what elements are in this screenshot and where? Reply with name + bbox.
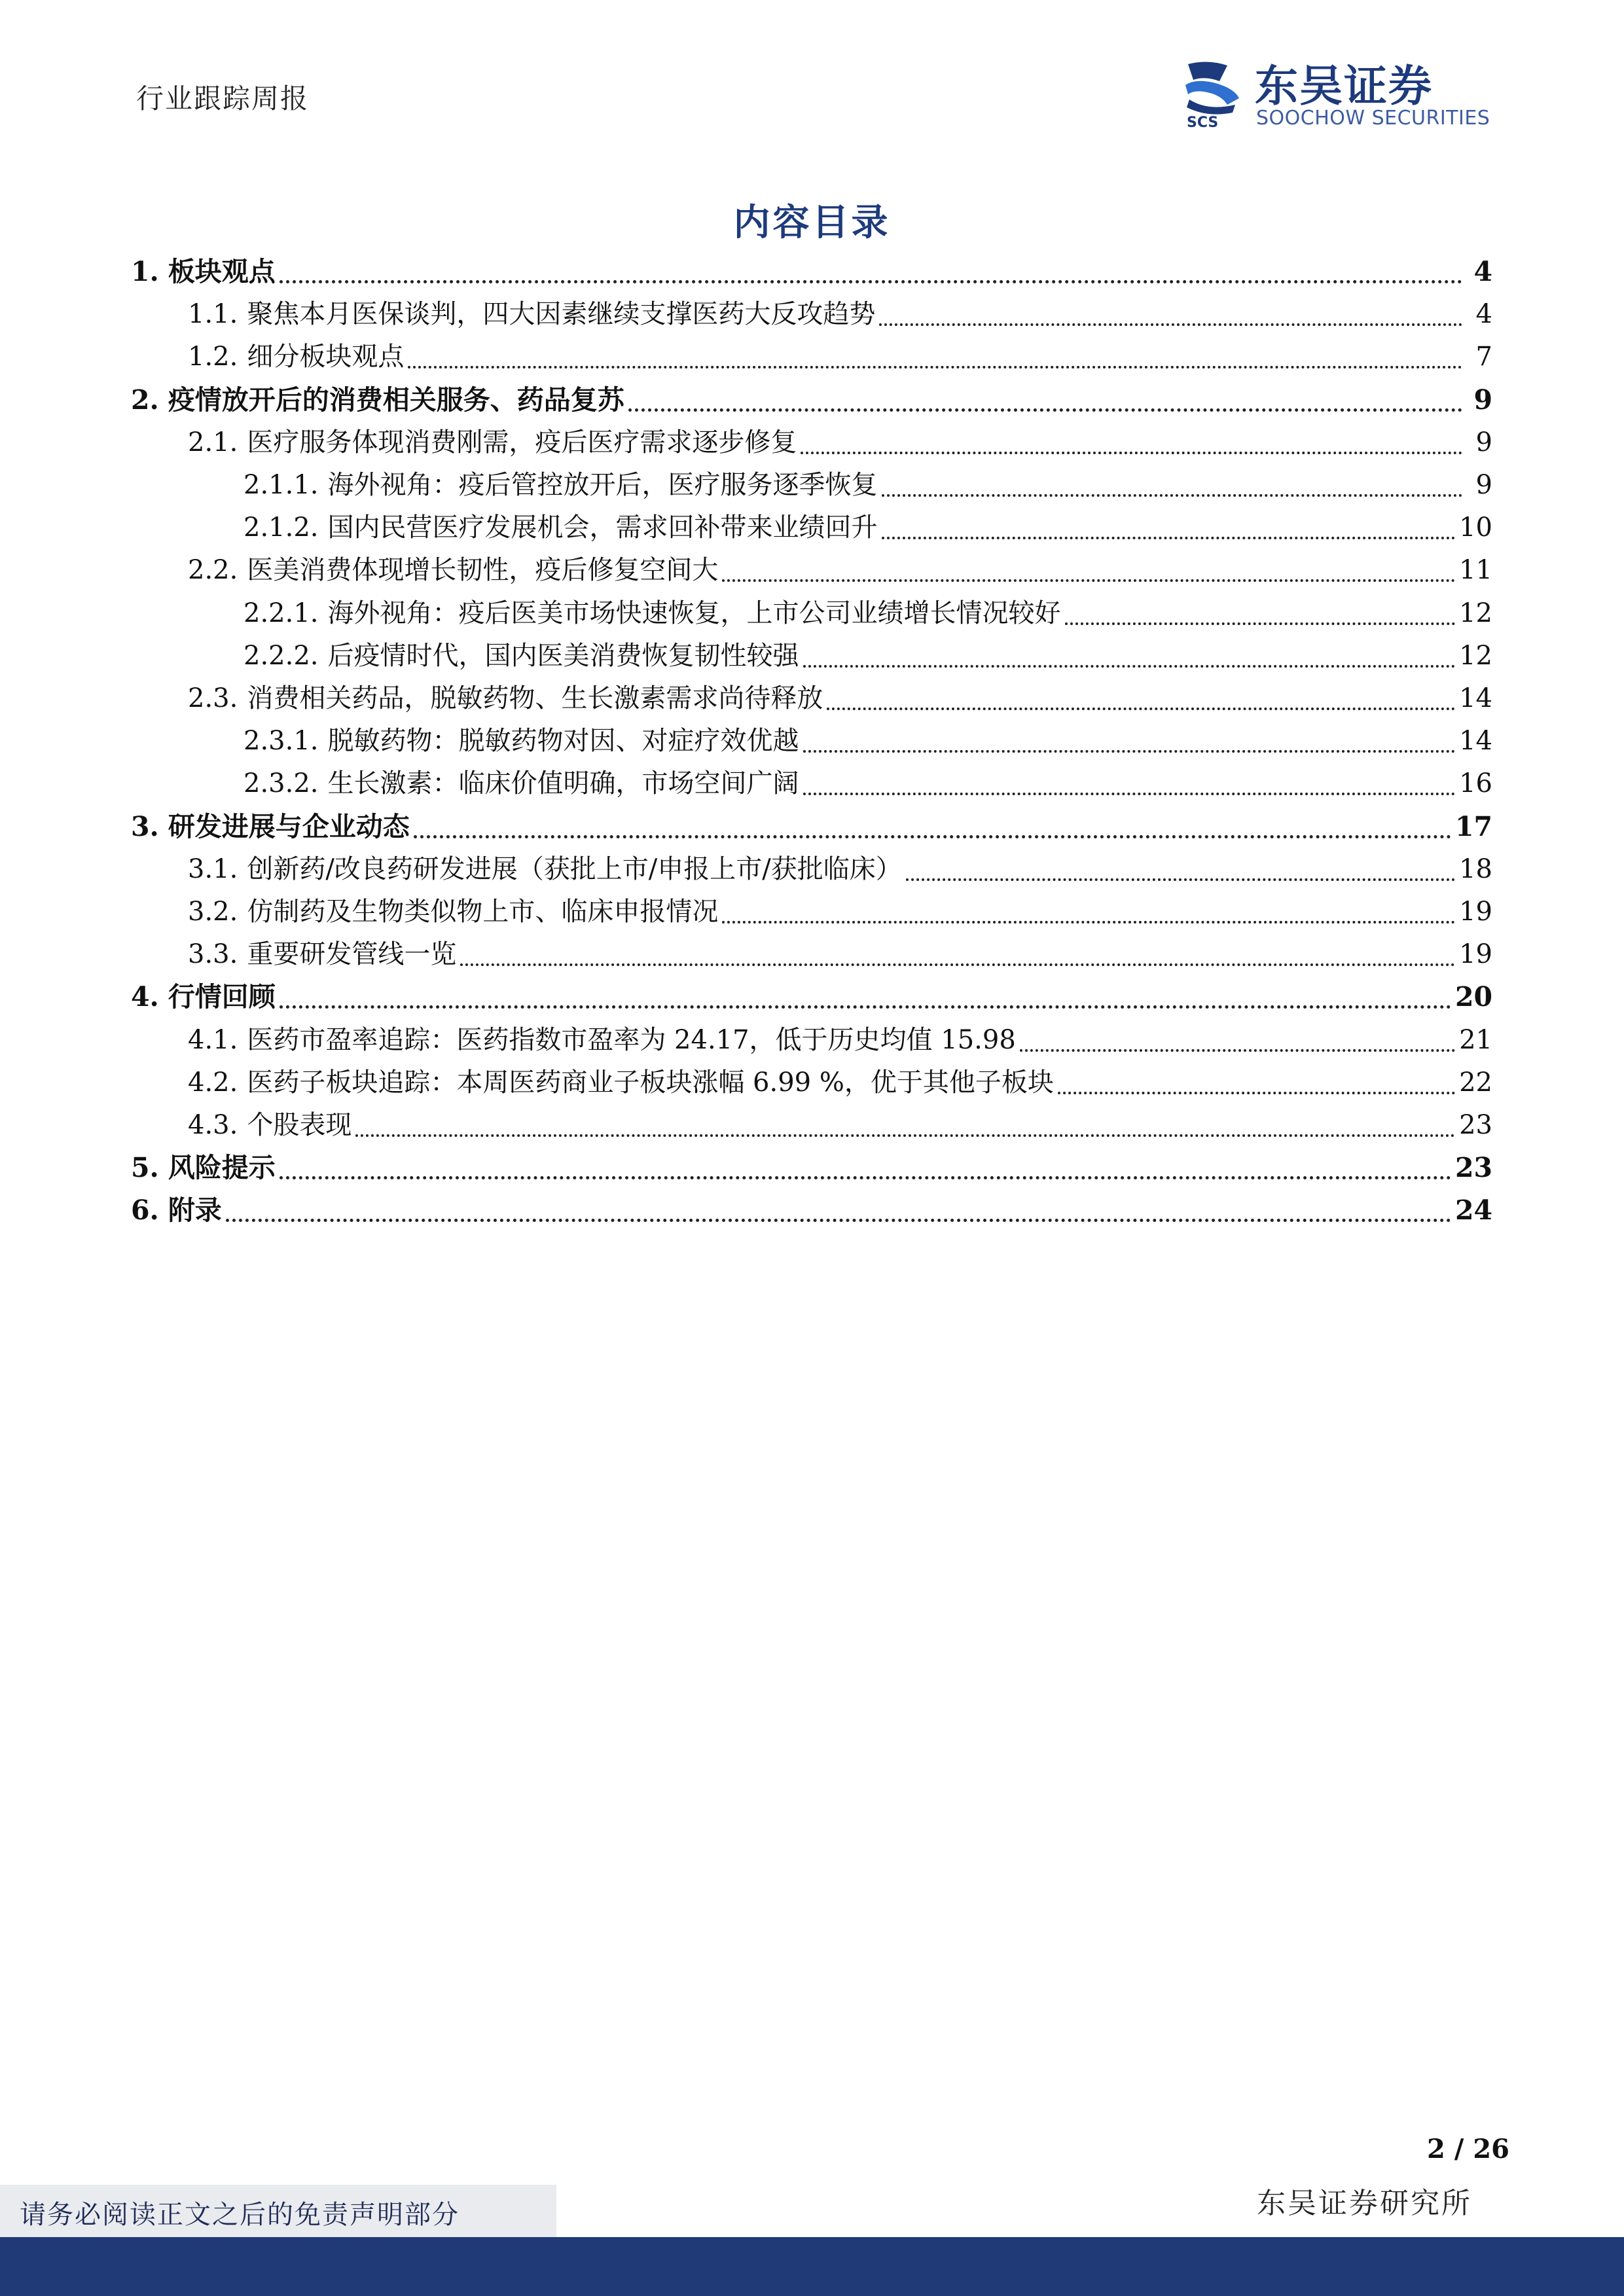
disclaimer-notice-box: [0, 2185, 556, 2237]
toc-entry-title: 细分板块观点: [247, 342, 405, 372]
toc-entry-title: 海外视角：疫后管控放开后，医疗服务逐季恢复: [327, 470, 878, 500]
toc-dot-leader: [280, 1176, 1451, 1179]
scs-logo-icon: [1182, 59, 1246, 131]
toc-entry-title: 医疗服务体现消费刚需，疫后医疗需求逐步修复: [247, 427, 797, 457]
toc-dot-leader: [722, 579, 1455, 582]
toc-entry[interactable]: [188, 892, 1492, 931]
toc-entry-title: 行情回顾: [168, 981, 276, 1013]
toc-entry-page: 23: [1459, 1110, 1492, 1140]
toc-entry-page: 19: [1459, 939, 1492, 969]
toc-entry-title: 板块观点: [168, 256, 276, 287]
toc-entry-page: 14: [1459, 726, 1492, 756]
toc-entry-number: 2.1.1.: [244, 470, 319, 500]
toc-dot-leader: [882, 494, 1463, 497]
toc-entry-page: 16: [1459, 768, 1492, 798]
toc-dot-leader: [628, 408, 1462, 412]
toc-entry[interactable]: [244, 764, 1492, 803]
toc-entry-title: 医美消费体现增长韧性，疫后修复空间大: [247, 555, 719, 585]
toc-entry-title: 仿制药及生物类似物上市、临床申报情况: [247, 897, 719, 927]
toc-entry-page: 14: [1459, 683, 1492, 713]
toc-entry-title: 医药子板块追踪：本周医药商业子板块涨幅 6.99 %，优于其他子板块: [247, 1067, 1054, 1098]
toc-dot-leader: [280, 280, 1462, 283]
toc-entry[interactable]: [131, 977, 1492, 1016]
toc-dot-leader: [803, 793, 1456, 795]
toc-dot-leader: [801, 452, 1462, 454]
toc-entry-number: 1.2.: [188, 342, 238, 372]
toc-entry-title: 生长激素：临床价值明确，市场空间广阔: [327, 768, 799, 798]
toc-entry-title: 附录: [168, 1194, 222, 1226]
toc-entry-number: 2.3.1.: [244, 726, 319, 756]
toc-entry-page: 22: [1459, 1067, 1492, 1098]
toc-entry[interactable]: [188, 1020, 1492, 1060]
toc-dot-leader: [906, 878, 1455, 881]
toc-entry-title: 海外视角：疫后医美市场快速恢复，上市公司业绩增长情况较好: [327, 598, 1061, 628]
toc-dot-leader: [408, 366, 1462, 368]
toc-entry[interactable]: [188, 423, 1492, 462]
toc-entry-title: 风险提示: [168, 1152, 276, 1183]
toc-entry-number: 2.1.2.: [244, 512, 319, 543]
toc-entry[interactable]: [244, 721, 1492, 761]
toc-entry-page: 23: [1454, 1152, 1492, 1183]
toc-entry-title: 研发进展与企业动态: [168, 811, 410, 842]
toc-entry[interactable]: [131, 1191, 1492, 1230]
toc-entry-page: 20: [1454, 981, 1492, 1013]
toc-dot-leader: [827, 708, 1455, 710]
toc-entry-number: 1.1.: [188, 299, 238, 329]
toc-entry[interactable]: [244, 636, 1492, 675]
toc-entry-number: 2.2.2.: [244, 641, 319, 671]
toc-entry-title: 医药市盈率追踪：医药指数市盈率为 24.17，低于历史均值 15.98: [247, 1025, 1016, 1055]
toc-entry[interactable]: [188, 337, 1492, 376]
toc-entry[interactable]: [188, 1063, 1492, 1102]
toc-dot-leader: [414, 835, 1451, 838]
report-type-label: 行业跟踪周报: [136, 82, 310, 115]
toc-entry-number: 5.: [131, 1152, 159, 1183]
toc-dot-leader: [460, 963, 1455, 966]
toc-entry-number: 4.3.: [188, 1110, 238, 1140]
disclaimer-notice: 请务必阅读正文之后的免责声明部分: [20, 2200, 460, 2230]
toc-entry-title: 国内民营医疗发展机会，需求回补带来业绩回升: [327, 512, 878, 543]
footer-organization: 东吴证券研究所: [1257, 2187, 1472, 2220]
toc-entry-number: 2.: [131, 384, 159, 416]
toc-entry[interactable]: [188, 550, 1492, 590]
logo-chinese-name: 东吴证券: [1255, 61, 1433, 111]
footer-bar: [0, 2237, 1624, 2296]
logo-english-name: SOOCHOW SECURITIES: [1256, 107, 1490, 130]
toc-entry[interactable]: [244, 594, 1492, 633]
toc-entry-page: 9: [1475, 470, 1492, 500]
toc-entry-page: 18: [1459, 854, 1492, 884]
toc-entry[interactable]: [244, 465, 1492, 505]
toc-entry-number: 3.2.: [188, 897, 238, 927]
toc-entry[interactable]: [131, 807, 1492, 846]
toc-dot-leader: [280, 1005, 1451, 1009]
toc-entry-page: 19: [1459, 897, 1492, 927]
toc-dot-leader: [1058, 1092, 1455, 1094]
toc-dot-leader: [803, 750, 1456, 753]
toc-entry-title: 后疫情时代，国内医美消费恢复韧性较强: [327, 641, 799, 671]
toc-entry-page: 17: [1454, 811, 1492, 842]
toc-entry-page: 24: [1454, 1194, 1492, 1226]
toc-entry[interactable]: [244, 508, 1492, 547]
toc-dot-leader: [226, 1219, 1451, 1222]
toc-entry-number: 3.: [131, 811, 159, 842]
page-number: 2 / 26: [1427, 2134, 1509, 2164]
toc-entry-number: 2.1.: [188, 427, 238, 457]
toc-entry-title: 聚焦本月医保谈判，四大因素继续支撑医药大反攻趋势: [247, 299, 876, 329]
toc-entry[interactable]: [131, 1148, 1492, 1187]
toc-entry-title: 脱敏药物：脱敏药物对因、对症疗效优越: [327, 726, 799, 756]
toc-entry-number: 4.: [131, 981, 159, 1013]
toc-entry-page: 7: [1475, 342, 1492, 372]
toc-entry-number: 6.: [131, 1194, 159, 1226]
toc-entry-page: 21: [1459, 1025, 1492, 1055]
toc-entry[interactable]: [188, 935, 1492, 974]
toc-entry-number: 3.3.: [188, 939, 238, 969]
toc-entry-page: 12: [1459, 598, 1492, 628]
toc-entry-title: 疫情放开后的消费相关服务、药品复苏: [168, 384, 624, 416]
toc-entry-page: 4: [1473, 256, 1492, 287]
toc-entry-page: 4: [1475, 299, 1492, 329]
toc-entry-page: 10: [1459, 512, 1492, 543]
toc-entry-title: 重要研发管线一览: [247, 939, 457, 969]
toc-entry-number: 2.3.2.: [244, 768, 319, 798]
toc-dot-leader: [803, 665, 1456, 668]
toc-entry[interactable]: [131, 380, 1492, 420]
toc-dot-leader: [722, 921, 1455, 924]
toc-entry-page: 11: [1459, 555, 1492, 585]
toc-dot-leader: [1020, 1049, 1455, 1052]
toc-entry-page: 12: [1459, 641, 1492, 671]
toc-entry-number: 2.3.: [188, 683, 238, 713]
toc-entry-number: 4.1.: [188, 1025, 238, 1055]
toc-entry-number: 4.2.: [188, 1067, 238, 1098]
toc-entry-page: 9: [1473, 384, 1492, 416]
toc-entry-number: 1.: [131, 256, 159, 287]
toc-entry[interactable]: [188, 295, 1492, 334]
toc-dot-leader: [1065, 622, 1456, 625]
toc-entry-title: 消费相关药品，脱敏药物、生长激素需求尚待释放: [247, 683, 823, 713]
toc-entry[interactable]: [188, 1105, 1492, 1145]
toc-entry-title: 个股表现: [247, 1110, 352, 1140]
toc-entry-number: 2.2.: [188, 555, 238, 585]
toc-entry-number: 2.2.1.: [244, 598, 319, 628]
toc-title: 内容目录: [733, 201, 891, 244]
toc-dot-leader: [882, 537, 1456, 539]
toc-entry[interactable]: [188, 679, 1492, 718]
toc-entry[interactable]: [131, 252, 1492, 291]
toc-dot-leader: [355, 1134, 1455, 1137]
logo-mark-text: SCS: [1187, 115, 1219, 131]
toc-entry[interactable]: [188, 850, 1492, 889]
toc-dot-leader: [879, 323, 1462, 326]
toc-entry-title: 创新药/改良药研发进展（获批上市/申报上市/获批临床）: [247, 854, 902, 884]
toc-entry-page: 9: [1475, 427, 1492, 457]
company-logo: [1182, 59, 1509, 131]
toc-entry-number: 3.1.: [188, 854, 238, 884]
